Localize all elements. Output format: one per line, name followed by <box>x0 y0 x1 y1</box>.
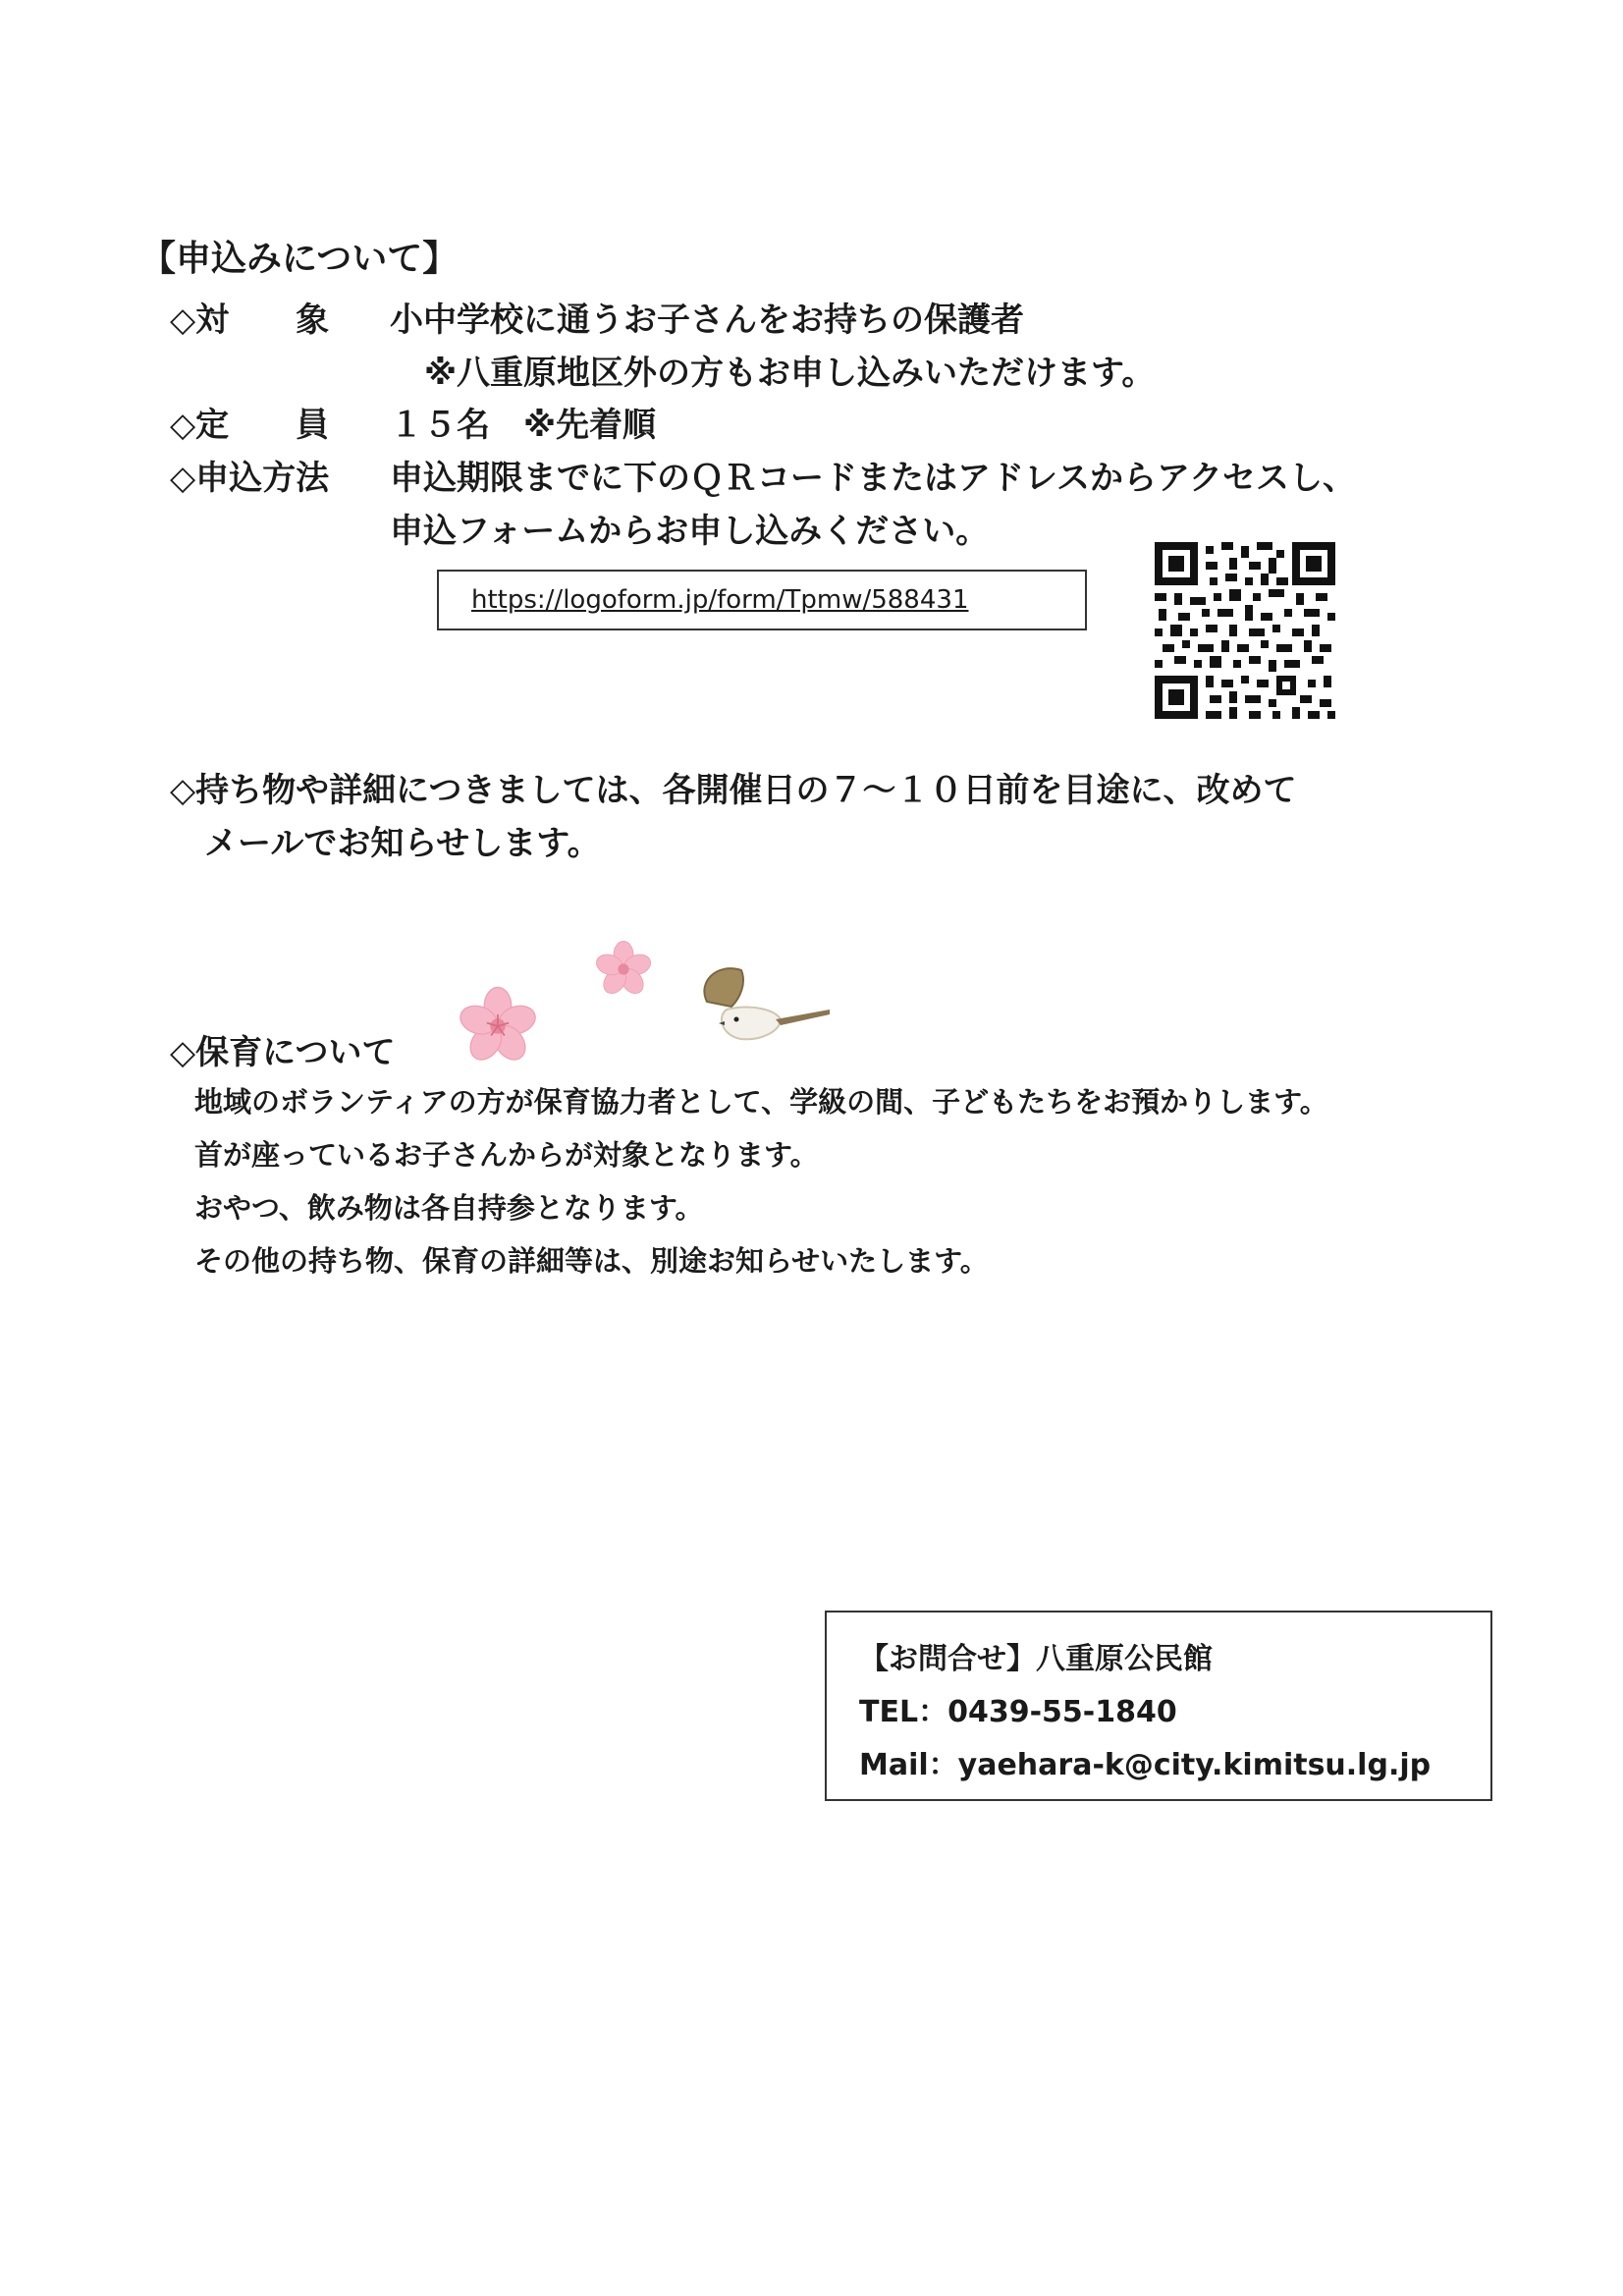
cherry-blossom-icon <box>456 984 540 1068</box>
qr-code-icon[interactable] <box>1155 542 1335 719</box>
childcare-line-3: おやつ、飲み物は各自持参となります。 <box>194 1191 704 1225</box>
target-value: 小中学校に通うお子さんをお持ちの保護者 <box>390 301 1024 340</box>
apply-heading: 【申込みについて】 <box>140 239 459 279</box>
url-box <box>437 570 1087 630</box>
contact-mail[interactable]: Mail：yaehara-k@city.kimitsu.lg.jp <box>859 1748 1432 1782</box>
items-note-line-2: メールでお知らせします。 <box>204 824 601 863</box>
target-note: ※八重原地区外の方もお申し込みいただけます。 <box>424 354 1156 393</box>
capacity-label: ◇定 員 <box>170 406 330 445</box>
childcare-heading: ◇保育について <box>170 1033 396 1072</box>
contact-box <box>825 1611 1492 1801</box>
capacity-value: １５名 ※先着順 <box>390 406 657 445</box>
contact-title: 【お問合せ】八重原公民館 <box>859 1642 1213 1676</box>
method-label: ◇申込方法 <box>170 459 330 498</box>
method-line-1: 申込期限までに下のＱＲコードまたはアドレスからアクセスし、 <box>390 459 1356 498</box>
contact-tel[interactable]: TEL：0439-55-1840 <box>859 1695 1177 1729</box>
childcare-line-1: 地域のボランティアの方が保育協力者として、学級の間、子どもたちをお預かりします。 <box>194 1085 1328 1119</box>
long-tailed-tit-icon <box>687 962 835 1061</box>
childcare-line-2: 首が座っているお子さんからが対象となります。 <box>194 1138 819 1172</box>
method-line-2: 申込フォームからお申し込みください。 <box>390 512 990 551</box>
target-label: ◇対 象 <box>170 301 330 340</box>
cherry-blossom-icon <box>593 939 654 1000</box>
items-note-line-1: ◇持ち物や詳細につきましては、各開催日の７～１０日前を目途に、改めて <box>170 771 1297 810</box>
childcare-line-4: その他の持ち物、保育の詳細等は、別途お知らせいたします。 <box>194 1244 989 1278</box>
application-url-link[interactable]: https://logoform.jp/form/Tpmw/588431 <box>471 585 969 615</box>
